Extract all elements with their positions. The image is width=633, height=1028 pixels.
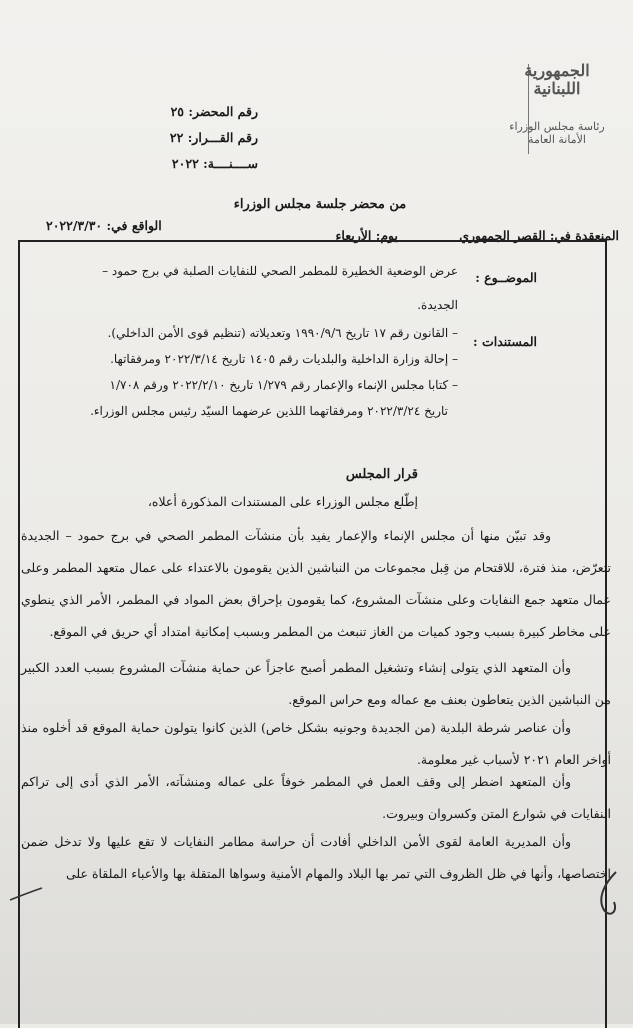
- seal-line-3: رئاسة مجلس الوزراء: [509, 120, 605, 133]
- document-item-1: – القانون رقم ١٧ تاريخ ١٩٩٠/٩/٦ وتعديلاته (تنظيم قوى الأمن الداخلي).: [107, 326, 458, 340]
- year-field: ســــنــــة: ٢٠٢٢: [171, 156, 258, 171]
- decision-paragraph-5: وأن المديرية العامة لقوى الأمن الداخلي أفادت أن حراسة مطامر النفايات لا تقع عليها ولا تدخل ضمن اختصاصها، وأنها في ظل الظروف التي تمر بها البلاد والمهام الأمنية وسواها المتقلة بها والأعباء الملقاة على: [21, 834, 611, 881]
- documents-label: المستندات :: [473, 334, 537, 349]
- document-item-3: – كتابا مجلس الإنماء والإعمار رقم ١/٢٧٩ تاريخ ٢٠٢٢/٢/١٠ ورقم ١/٧٠٨: [109, 378, 458, 392]
- decision-paragraph-2: وأن المتعهد الذي يتولى إنشاء وتشغيل المطمر أصبح عاجزاً عن حماية منشآت المشروع بسبب العدد الكبير من النباشين الذين يتعاطون بعنف مع عماله ومع حراس الموقع.: [21, 660, 611, 707]
- document-item-3-cont: تاريخ ٢٠٢٢/٣/٢٤ ومرفقاتهما اللذين عرضهما السيّد رئيس مجلس الوزراء.: [90, 404, 448, 418]
- decision-intro: إطّلع مجلس الوزراء على المستندات المذكورة أعلاه،: [147, 494, 418, 509]
- seal-line-4: الأمانة العامة: [528, 133, 586, 146]
- decision-number: رقم القـــرار: ٢٢: [169, 130, 258, 145]
- decision-paragraph-4: وأن المتعهد اضطر إلى وقف العمل في المطمر خوفاً على عماله ومنشآته، الأمر الذي أدى إلى تراكم النفايات في شوارع المتن وكسروان وبيروت.: [21, 774, 611, 821]
- document-item-2: – إحالة وزارة الداخلية والبلديات رقم ١٤٠٥ تاريخ ٢٠٢٢/٣/١٤ ومرفقاتها.: [110, 352, 458, 366]
- seal-line-2: اللبنانية: [533, 79, 581, 98]
- session-date: الواقع في: ٢٠٢٢/٣/٣٠: [46, 218, 162, 233]
- seal-line-1: الجمهورية: [524, 61, 590, 80]
- subject-line-1: عرض الوضعية الخطيرة للمطمر الصحي للنفايات الصلبة في برج حمود –: [102, 264, 458, 278]
- decision-paragraph-1: وقد تبيّن منها أن مجلس الإنماء والإعمار يفيد بأن منشآت المطمر الصحي في برج حمود – الجديدة تتعرّض، منذ فترة، للاقتحام من قِبل مجموعات من النباشين الذين يقومون بالاعتداء على عمال متعهد المطمر وعلى عمال متعهد جمع النفايات وعلى منشآت المشروع، كما يقومون بإحراق بعض المواد في المطمر، الأمر الذي ينطوي على مخاطر كبيرة بسبب وجود كميات من الغاز تنبعث من المطمر وبسبب إمكانية امتداد أي حريق في الموقع.: [21, 528, 611, 639]
- decision-heading: قرار المجلس: [345, 467, 418, 482]
- session-day: يوم: الأربعاء: [335, 228, 398, 243]
- letterhead-seal: [509, 62, 605, 146]
- document-title: من محضر جلسة مجلس الوزراء: [233, 197, 407, 212]
- decision-paragraph-3: وأن عناصر شرطة البلدية (من الجديدة وجونيه بشكل خاص) الذين كانوا يتولون حماية الموقع قد أخلوه منذ أواخر العام ٢٠٢١ لأسباب غير معلومة.: [21, 720, 611, 767]
- session-location: المنعقدة في: القصر الجمهوري: [459, 228, 619, 243]
- minutes-number: رقم المحضر: ٢٥: [170, 104, 258, 119]
- subject-label: الموضــوع :: [475, 270, 537, 285]
- subject-line-2: الجديدة.: [417, 298, 458, 312]
- handwritten-mark: [8, 880, 48, 906]
- handwritten-page-mark: [588, 866, 628, 926]
